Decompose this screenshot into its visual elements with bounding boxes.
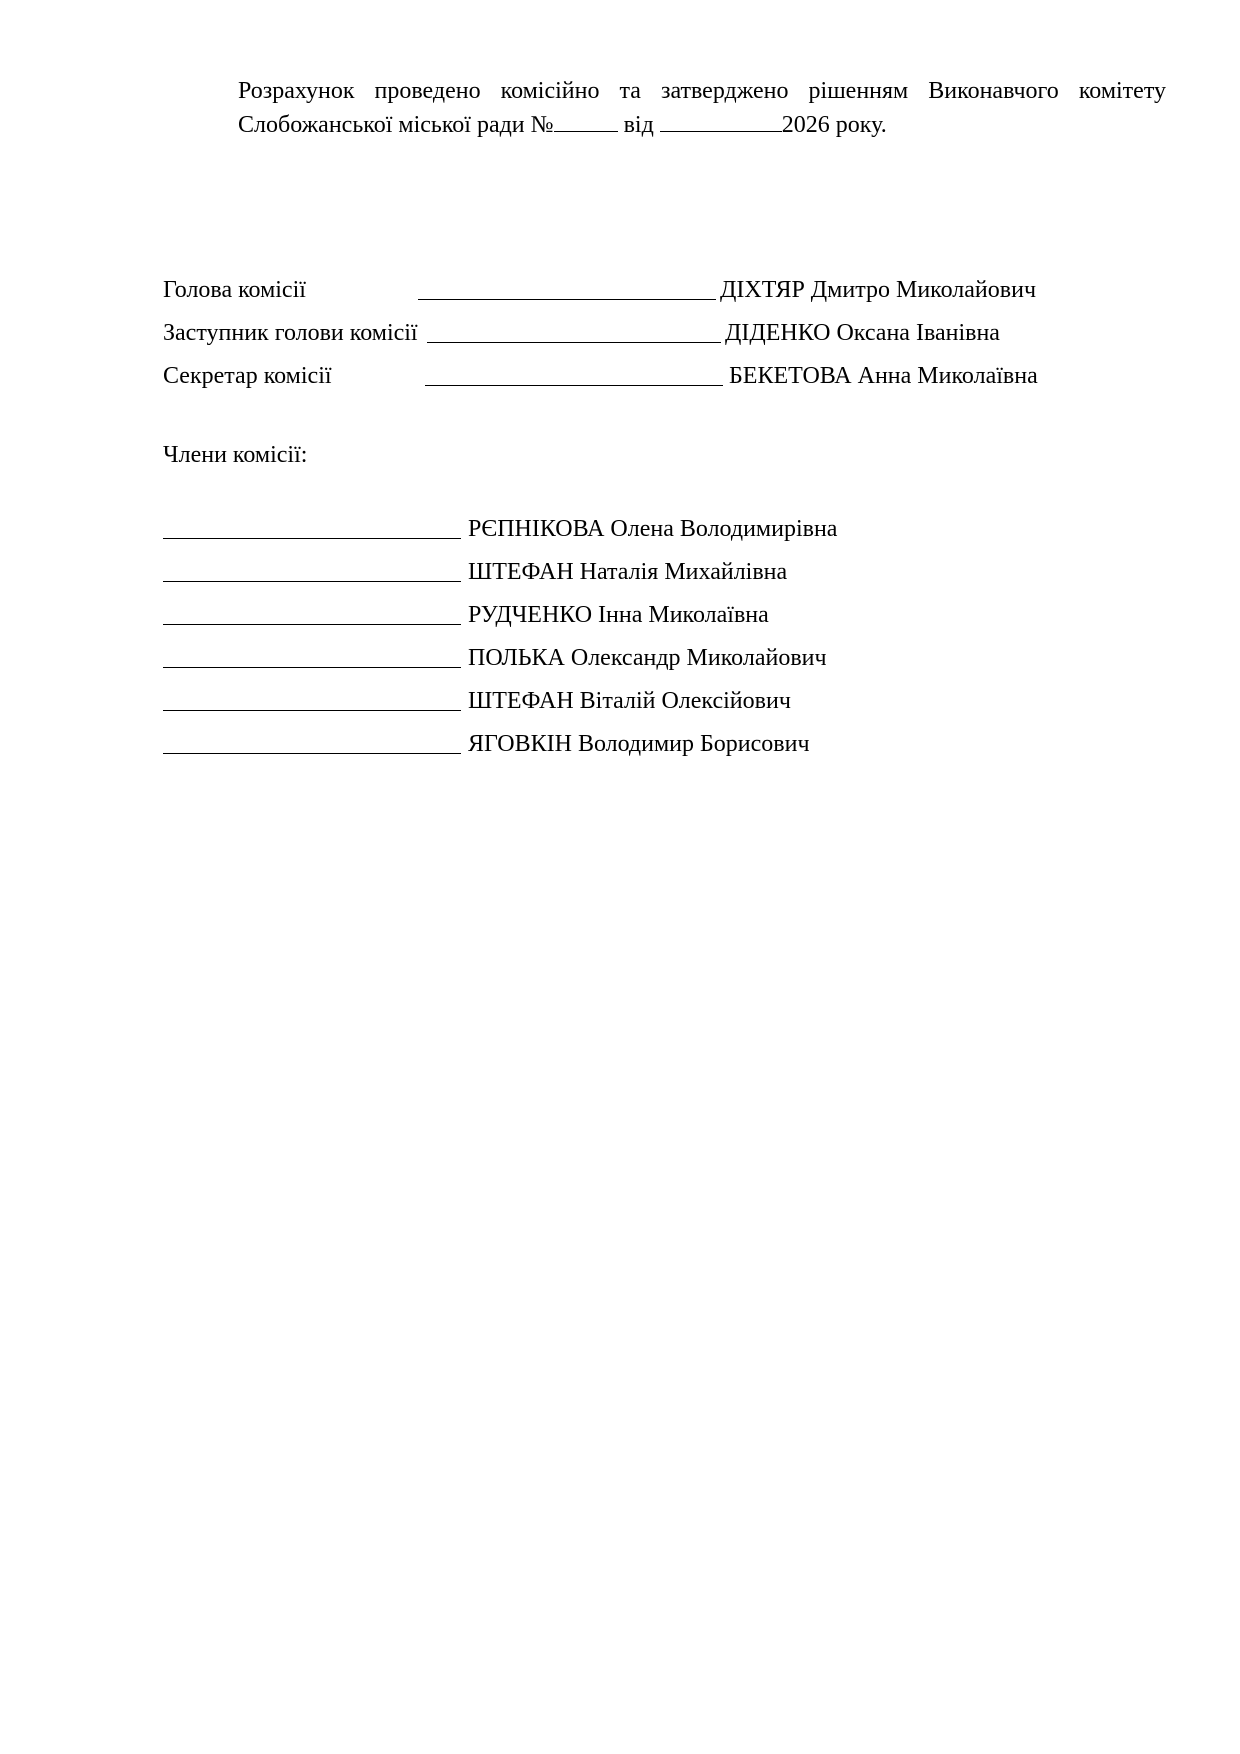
member-row	[163, 600, 963, 630]
decision-date-blank	[660, 111, 782, 132]
member-name: РУДЧЕНКО Інна Миколаївна	[468, 602, 769, 628]
official-name: ДІХТЯР Дмитро Миколайович	[720, 277, 1037, 303]
member-row	[163, 729, 963, 759]
intro-paragraph	[238, 74, 1166, 142]
signature-line	[163, 557, 461, 582]
member-row	[163, 514, 963, 544]
member-name: ЯГОВКІН Володимир Борисович	[468, 731, 810, 757]
official-role: Секретар комісії	[163, 363, 332, 389]
official-row-head	[163, 275, 1063, 305]
official-role: Заступник голови комісії	[163, 320, 418, 346]
official-name: ДІДЕНКО Оксана Іванівна	[725, 320, 1000, 346]
intro-text-part3: 2026 року.	[781, 112, 887, 138]
signature-line	[427, 318, 721, 343]
member-row	[163, 557, 963, 587]
member-name: ПОЛЬКА Олександр Миколайович	[468, 645, 827, 671]
members-heading: Члени комісії:	[163, 442, 308, 468]
member-name: ШТЕФАН Віталій Олексійович	[468, 688, 791, 714]
member-name: РЄПНІКОВА Олена Володимирівна	[468, 516, 838, 542]
official-row-deputy	[163, 318, 1063, 348]
member-name: ШТЕФАН Наталія Михайлівна	[468, 559, 788, 585]
intro-text-part2: від	[623, 112, 654, 138]
member-row	[163, 643, 963, 673]
signature-line	[425, 361, 723, 386]
intro-text-part1: Розрахунок проведено комісійно та затверджено рішенням Виконавчого комітету Слобожанської міської ради №	[238, 78, 1166, 138]
member-row	[163, 686, 963, 716]
signature-line	[163, 686, 461, 711]
official-role: Голова комісії	[163, 277, 306, 303]
signature-line	[163, 600, 461, 625]
signature-line	[163, 514, 461, 539]
official-name: БЕКЕТОВА Анна Миколаївна	[729, 363, 1038, 389]
signature-line	[418, 275, 716, 300]
official-row-secretary	[163, 361, 1063, 391]
signature-line	[163, 643, 461, 668]
signature-line	[163, 729, 461, 754]
decision-number-blank	[554, 111, 618, 132]
